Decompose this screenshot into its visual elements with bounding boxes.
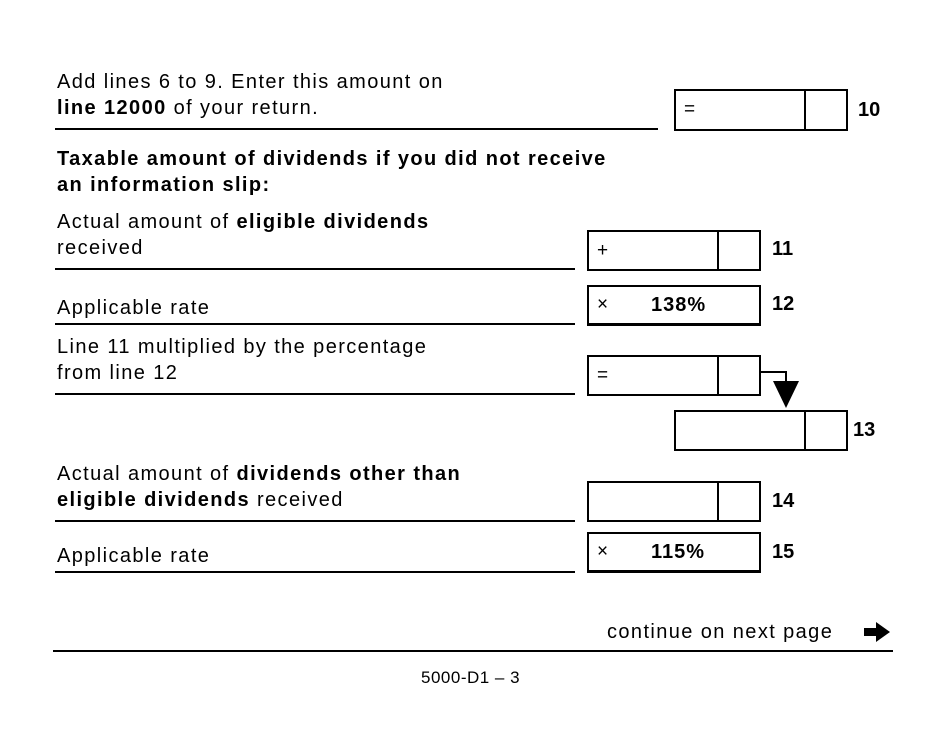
- line-14-label-rest: received: [250, 489, 344, 511]
- line-13-number: 13: [853, 419, 876, 441]
- line-12-number: 12: [772, 293, 795, 315]
- cents-divider: [717, 357, 719, 394]
- line-14-label-bold-2: eligible dividends: [57, 489, 251, 511]
- line-14-label-bold: dividends other than: [236, 463, 462, 485]
- line-11-number: 11: [772, 238, 794, 260]
- line-10-underline: [55, 128, 658, 130]
- cents-divider: [804, 91, 806, 129]
- line-14-underline: [55, 520, 575, 522]
- line-14-number: 14: [772, 490, 795, 512]
- line-11-label-plain: Actual amount of: [57, 211, 237, 233]
- continue-on-next-page-text: continue on next page: [607, 621, 834, 643]
- line-14-label-line-2: [57, 487, 344, 513]
- line-10-number: 10: [858, 99, 881, 121]
- line-12-rate-field: [587, 285, 761, 326]
- footer-rule: [53, 650, 893, 652]
- plus-sign: +: [597, 239, 609, 261]
- line-11-label-line-2: received: [57, 237, 144, 259]
- section-heading-line-1: Taxable amount of dividends if you did not receive: [57, 148, 607, 170]
- line-14-amount-field[interactable]: [587, 481, 761, 522]
- cents-divider: [804, 412, 806, 449]
- line-11-label-bold: eligible dividends: [236, 211, 430, 233]
- line-15-label: Applicable rate: [57, 545, 211, 567]
- right-arrow-icon: [862, 620, 892, 644]
- line-10-label-rest: of your return.: [166, 97, 320, 119]
- line-11-underline: [55, 268, 575, 270]
- line-10-label-line-1: Add lines 6 to 9. Enter this amount on: [57, 71, 444, 93]
- form-page-number: 5000-D1 – 3: [421, 668, 521, 687]
- line-15-number: 15: [772, 541, 795, 563]
- line-15-underline: [55, 571, 575, 573]
- line-13-calc-label-line-2: from line 12: [57, 362, 179, 384]
- line-12-underline: [55, 323, 575, 325]
- line-14-label-plain: Actual amount of: [57, 463, 237, 485]
- line-10-reference-bold: line 12000: [57, 97, 167, 119]
- line-13-calc-label-line-1: Line 11 multiplied by the percentage: [57, 336, 428, 358]
- multiply-sign: ×: [597, 541, 609, 562]
- section-heading-line-2: an information slip:: [57, 174, 271, 196]
- line-10-label-line-2: [57, 95, 319, 121]
- line-11-label-line-1: [57, 209, 429, 235]
- line-15-rate-value: 115%: [651, 541, 706, 563]
- line-12-rate-value: 138%: [651, 294, 707, 316]
- line-10-amount-field[interactable]: [674, 89, 848, 131]
- line-12-label: Applicable rate: [57, 297, 211, 319]
- equals-sign: =: [597, 364, 609, 386]
- line-15-rate-field: [587, 532, 761, 573]
- line-11-amount-field[interactable]: [587, 230, 761, 271]
- line-13-amount-field[interactable]: [674, 410, 848, 451]
- cents-divider: [717, 232, 719, 269]
- line-13-calc-underline: [55, 393, 575, 395]
- equals-sign: =: [684, 99, 696, 120]
- line-13-calc-amount-field[interactable]: [587, 355, 761, 396]
- multiply-sign: ×: [597, 294, 609, 315]
- cents-divider: [717, 483, 719, 520]
- line-14-label-line-1: [57, 461, 461, 487]
